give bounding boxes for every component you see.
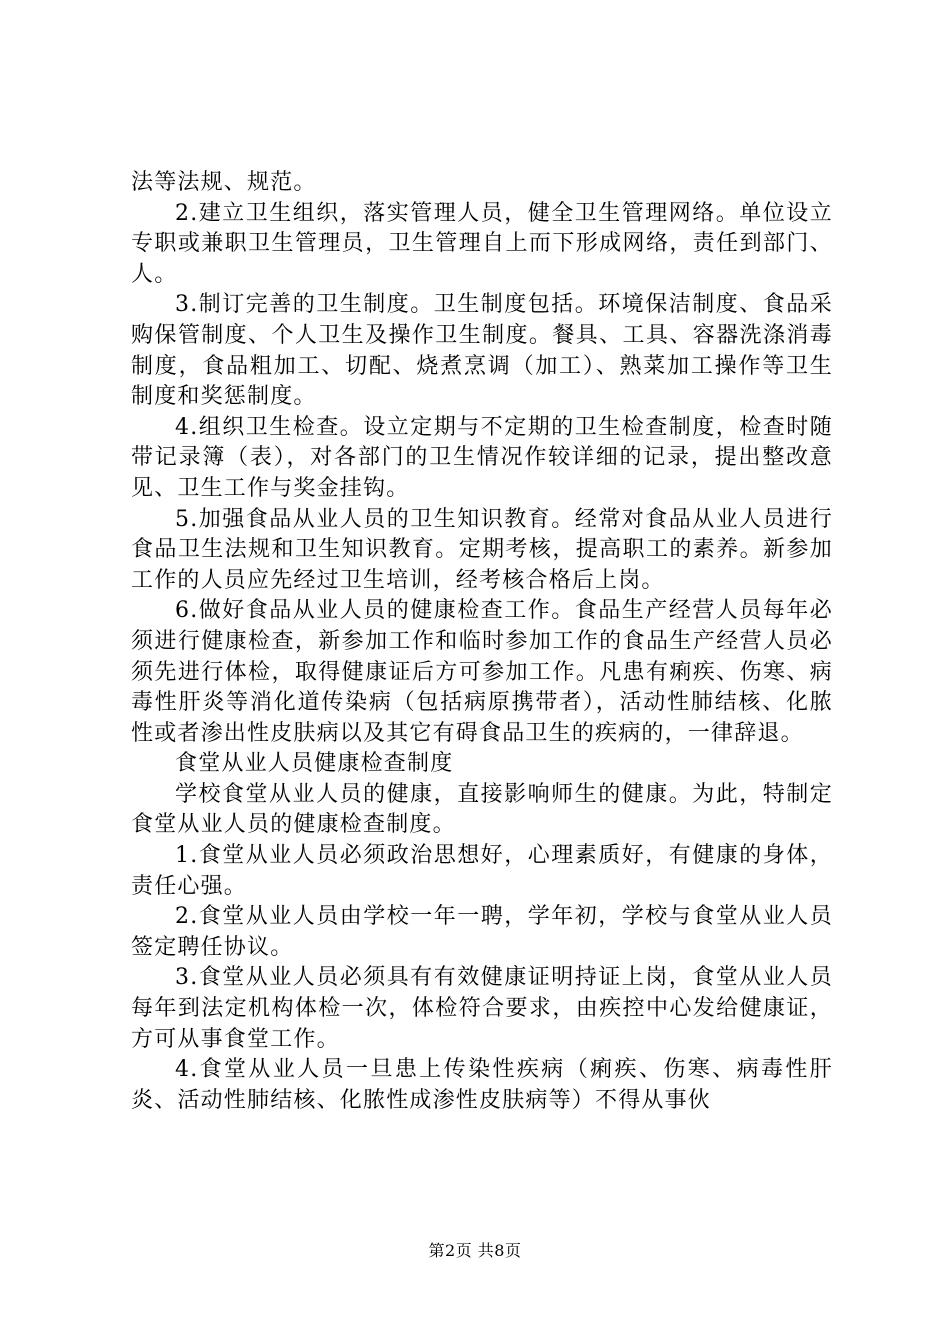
paragraph-item-3: 3.制订完善的卫生制度。卫生制度包括。环境保洁制度、食品采购保管制度、个人卫生及操作卫生制度。餐具、工具、容器洗涤消毒制度，食品粗加工、切配、烧煮烹调（加工）、熟菜加工操作等卫生制度和奖惩制度。 xyxy=(131,292,833,410)
document-body xyxy=(131,168,833,1116)
paragraph-rule-1: 1.食堂从业人员必须政治思想好，心理素质好，有健康的身体，责任心强。 xyxy=(131,843,833,899)
paragraph-item-5: 5.加强食品从业人员的卫生知识教育。经常对食品从业人员进行食品卫生法规和卫生知识教育。定期考核，提高职工的素养。新参加工作的人员应先经过卫生培训，经考核合格后上岗。 xyxy=(131,506,833,593)
section-heading: 食堂从业人员健康检查制度 xyxy=(175,751,454,777)
paragraph-continuation: 法等法规、规范。 xyxy=(131,170,317,195)
paragraph-rule-3: 3.食堂从业人员必须具有有效健康证明持证上岗，食堂从业人员每年到法定机构体检一次，体检符合要求，由疾控中心发给健康证，方可从事食堂工作。 xyxy=(131,965,833,1052)
paragraph-intro: 学校食堂从业人员的健康，直接影响师生的健康。为此，特制定食堂从业人员的健康检查制度。 xyxy=(131,781,833,838)
paragraph-item-4: 4.组织卫生检查。设立定期与不定期的卫生检查制度，检查时随带记录簿（表），对各部门的卫生情况作较详细的记录，提出整改意见、卫生工作与奖金挂钩。 xyxy=(131,414,833,501)
paragraph-item-2: 2.建立卫生组织，落实管理人员，健全卫生管理网络。单位设立专职或兼职卫生管理员，卫生管理自上而下形成网络，责任到部门、人。 xyxy=(131,200,833,287)
paragraph-rule-2: 2.食堂从业人员由学校一年一聘，学年初，学校与食堂从业人员签定聘任协议。 xyxy=(131,904,833,960)
paragraph-rule-4: 4.食堂从业人员一旦患上传染性疾病（痢疾、伤寒、病毒性肝炎、活动性肺结核、化脓性成渗性皮肤病等）不得从事伙 xyxy=(131,1057,833,1113)
page-number-footer: 第2页 共8页 xyxy=(428,1241,522,1260)
paragraph-item-6: 6.做好食品从业人员的健康检查工作。食品生产经营人员每年必须进行健康检查，新参加工作和临时参加工作的食品生产经营人员必须先进行体检，取得健康证后方可参加工作。凡患有痢疾、伤寒、病毒性肝炎等消化道传染病（包括病原携带者），活动性肺结核、化脓性或者渗出性皮肤病以及其它有碍食品卫生的疾病的，一律辞退。 xyxy=(131,598,833,746)
